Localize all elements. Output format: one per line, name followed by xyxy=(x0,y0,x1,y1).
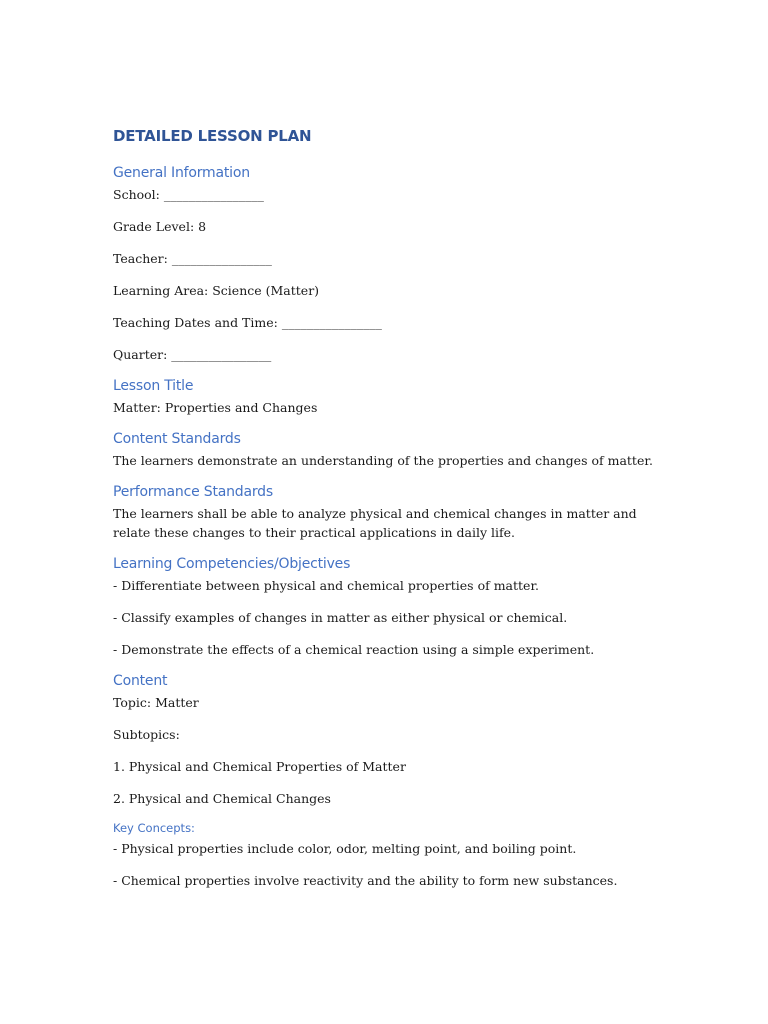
document-title: DETAILED LESSON PLAN xyxy=(113,127,312,145)
competency-item: - Classify examples of changes in matter as either physical or chemical. xyxy=(113,610,568,625)
subtopic-item: 2. Physical and Chemical Changes xyxy=(113,791,331,806)
section-content xyxy=(113,672,653,890)
lesson-title-text: Matter: Properties and Changes xyxy=(113,400,318,415)
teaching-dates-line: Teaching Dates and Time: ________________ xyxy=(113,315,382,330)
section-performance-standards xyxy=(113,483,653,542)
document-page xyxy=(113,126,653,903)
section-heading: Performance Standards xyxy=(113,484,273,500)
competency-item: - Differentiate between physical and chemical properties of matter. xyxy=(113,578,540,593)
key-concept-item: - Physical properties include color, odor, melting point, and boiling point. xyxy=(113,841,577,856)
key-concepts-heading: Key Concepts: xyxy=(113,821,195,835)
grade-level-line: Grade Level: 8 xyxy=(113,219,207,234)
section-heading: Content xyxy=(113,673,168,689)
performance-standards-text: The learners shall be able to analyze physical and chemical changes in matter and relate these changes to their practical applications in daily life. xyxy=(113,506,637,540)
section-heading: Content Standards xyxy=(113,431,241,447)
subtopics-label: Subtopics: xyxy=(113,727,180,742)
learning-area-line: Learning Area: Science (Matter) xyxy=(113,283,320,298)
topic-line: Topic: Matter xyxy=(113,695,199,710)
school-line: School: ________________ xyxy=(113,187,264,202)
section-general-information xyxy=(113,164,653,364)
section-heading: Lesson Title xyxy=(113,378,194,394)
teacher-line: Teacher: ________________ xyxy=(113,251,272,266)
quarter-line: Quarter: ________________ xyxy=(113,347,272,362)
section-heading: Learning Competencies/Objectives xyxy=(113,556,351,572)
section-learning-competencies xyxy=(113,555,653,659)
content-standards-text: The learners demonstrate an understanding of the properties and changes of matter. xyxy=(113,453,653,468)
section-lesson-title xyxy=(113,377,653,417)
section-content-standards xyxy=(113,430,653,470)
subtopic-item: 1. Physical and Chemical Properties of Matter xyxy=(113,759,406,774)
section-heading: General Information xyxy=(113,165,250,181)
key-concept-item: - Chemical properties involve reactivity and the ability to form new substances. xyxy=(113,873,618,888)
competency-item: - Demonstrate the effects of a chemical reaction using a simple experiment. xyxy=(113,642,595,657)
